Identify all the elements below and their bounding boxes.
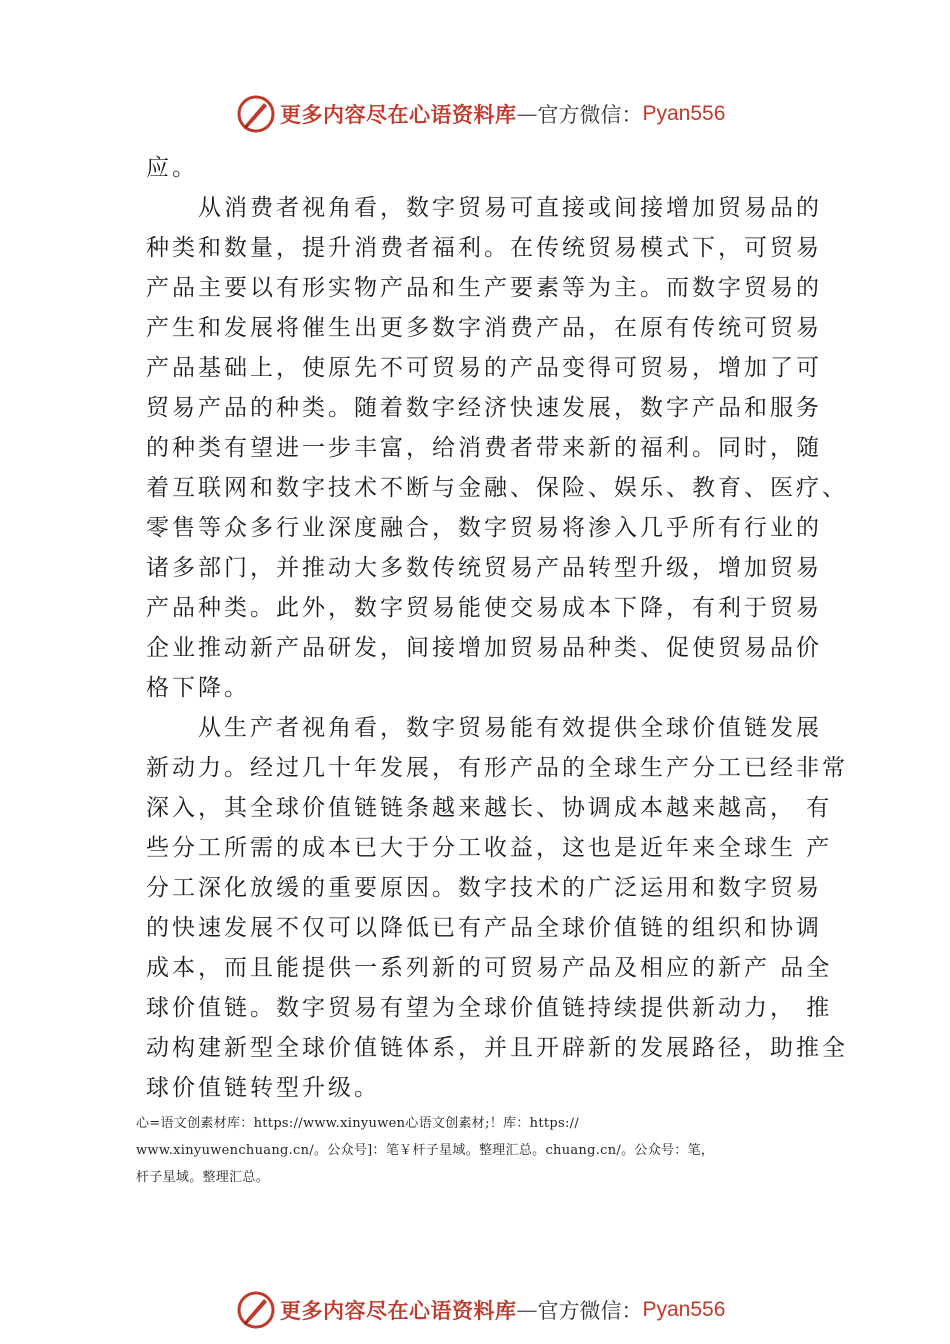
text-line: 球价值链转型升级。 xyxy=(146,1075,380,1101)
header-wechat-id: Pyan556 xyxy=(642,102,726,125)
header-banner xyxy=(236,94,725,134)
article-body-part-2 xyxy=(146,748,846,1108)
source-footnote xyxy=(136,1110,846,1191)
footer-dash: — xyxy=(516,1298,538,1322)
text-line: 动构建新型全球价值链体系，并且开辟新的发展路径，助推全 xyxy=(146,1035,848,1061)
text-line: 产品主要以有形实物产品和生产要素等为主。而数字贸易的 xyxy=(146,275,822,301)
footnote-line: 心=语文创素材库：https://www.xinyuwen心语文创素材;！库：https:// xyxy=(136,1116,580,1131)
text-line: 从生产者视角看，数字贸易能有效提供全球价值链发展 xyxy=(146,715,822,741)
text-line: 分工深化放缓的重要原因。数字技术的广泛运用和数字贸易 xyxy=(146,875,822,901)
text-line: 零售等众多行业深度融合，数字贸易将渗入几乎所有行业的 xyxy=(146,515,822,541)
text-line: 产生和发展将催生出更多数字消费产品，在原有传统可贸易 xyxy=(146,315,822,341)
article-body-part-1 xyxy=(146,148,846,748)
text-line: 从消费者视角看，数字贸易可直接或间接增加贸易品的 xyxy=(146,195,822,221)
text-line: 的快速发展不仅可以降低已有产品全球价值链的组织和协调 xyxy=(146,915,822,941)
text-line: 格下降。 xyxy=(146,675,250,701)
text-line: 企业推动新产品研发，间接增加贸易品种类、促使贸易品价 xyxy=(146,635,822,661)
text-line: 新动力。经过几十年发展，有形产品的全球生产分工已经非常 xyxy=(146,755,848,781)
header-dash: — xyxy=(516,102,538,126)
text-line: 些分工所需的成本已大于分工收益，这也是近年来全球生 产 xyxy=(146,835,833,861)
text-line: 产品基础上，使原先不可贸易的产品变得可贸易，增加了可 xyxy=(146,355,822,381)
footer-title: 更多内容尽在心语资料库 xyxy=(280,1298,517,1323)
footnote-line: 杆子星域。整理汇总。 xyxy=(136,1170,270,1185)
footer-wechat-label: 官方微信： xyxy=(537,1299,643,1323)
text-line: 种类和数量，提升消费者福利。在传统贸易模式下，可贸易 xyxy=(146,235,822,261)
text-line: 深入，其全球价值链链条越来越长、协调成本越来越高， 有 xyxy=(146,795,833,821)
footer-wechat-id: Pyan556 xyxy=(642,1298,726,1321)
text-line: 着互联网和数字技术不断与金融、保险、娱乐、教育、医疗、 xyxy=(146,475,848,501)
text-line: 的种类有望进一步丰富，给消费者带来新的福利。同时，随 xyxy=(146,435,822,461)
footer-banner xyxy=(236,1290,725,1330)
header-title: 更多内容尽在心语资料库 xyxy=(280,102,517,127)
text-line: 诸多部门，并推动大多数传统贸易产品转型升级，增加贸易 xyxy=(146,555,822,581)
logo-icon xyxy=(236,94,276,134)
footnote-line: www.xinyuwenchuang.cn/。公众号]：笔￥杆子星域。整理汇总。chuang.cn/。公众号：笔， xyxy=(136,1143,715,1158)
text-line: 成本，而且能提供一系列新的可贸易产品及相应的新产 品全 xyxy=(146,955,833,981)
text-line: 产品种类。此外，数字贸易能使交易成本下降，有利于贸易 xyxy=(146,595,822,621)
header-wechat-label: 官方微信： xyxy=(537,103,643,127)
text-line: 应。 xyxy=(146,155,198,181)
text-line: 贸易产品的种类。随着数字经济快速发展，数字产品和服务 xyxy=(146,395,822,421)
logo-icon xyxy=(236,1290,276,1330)
text-line: 球价值链。数字贸易有望为全球价值链持续提供新动力， 推 xyxy=(146,995,833,1021)
